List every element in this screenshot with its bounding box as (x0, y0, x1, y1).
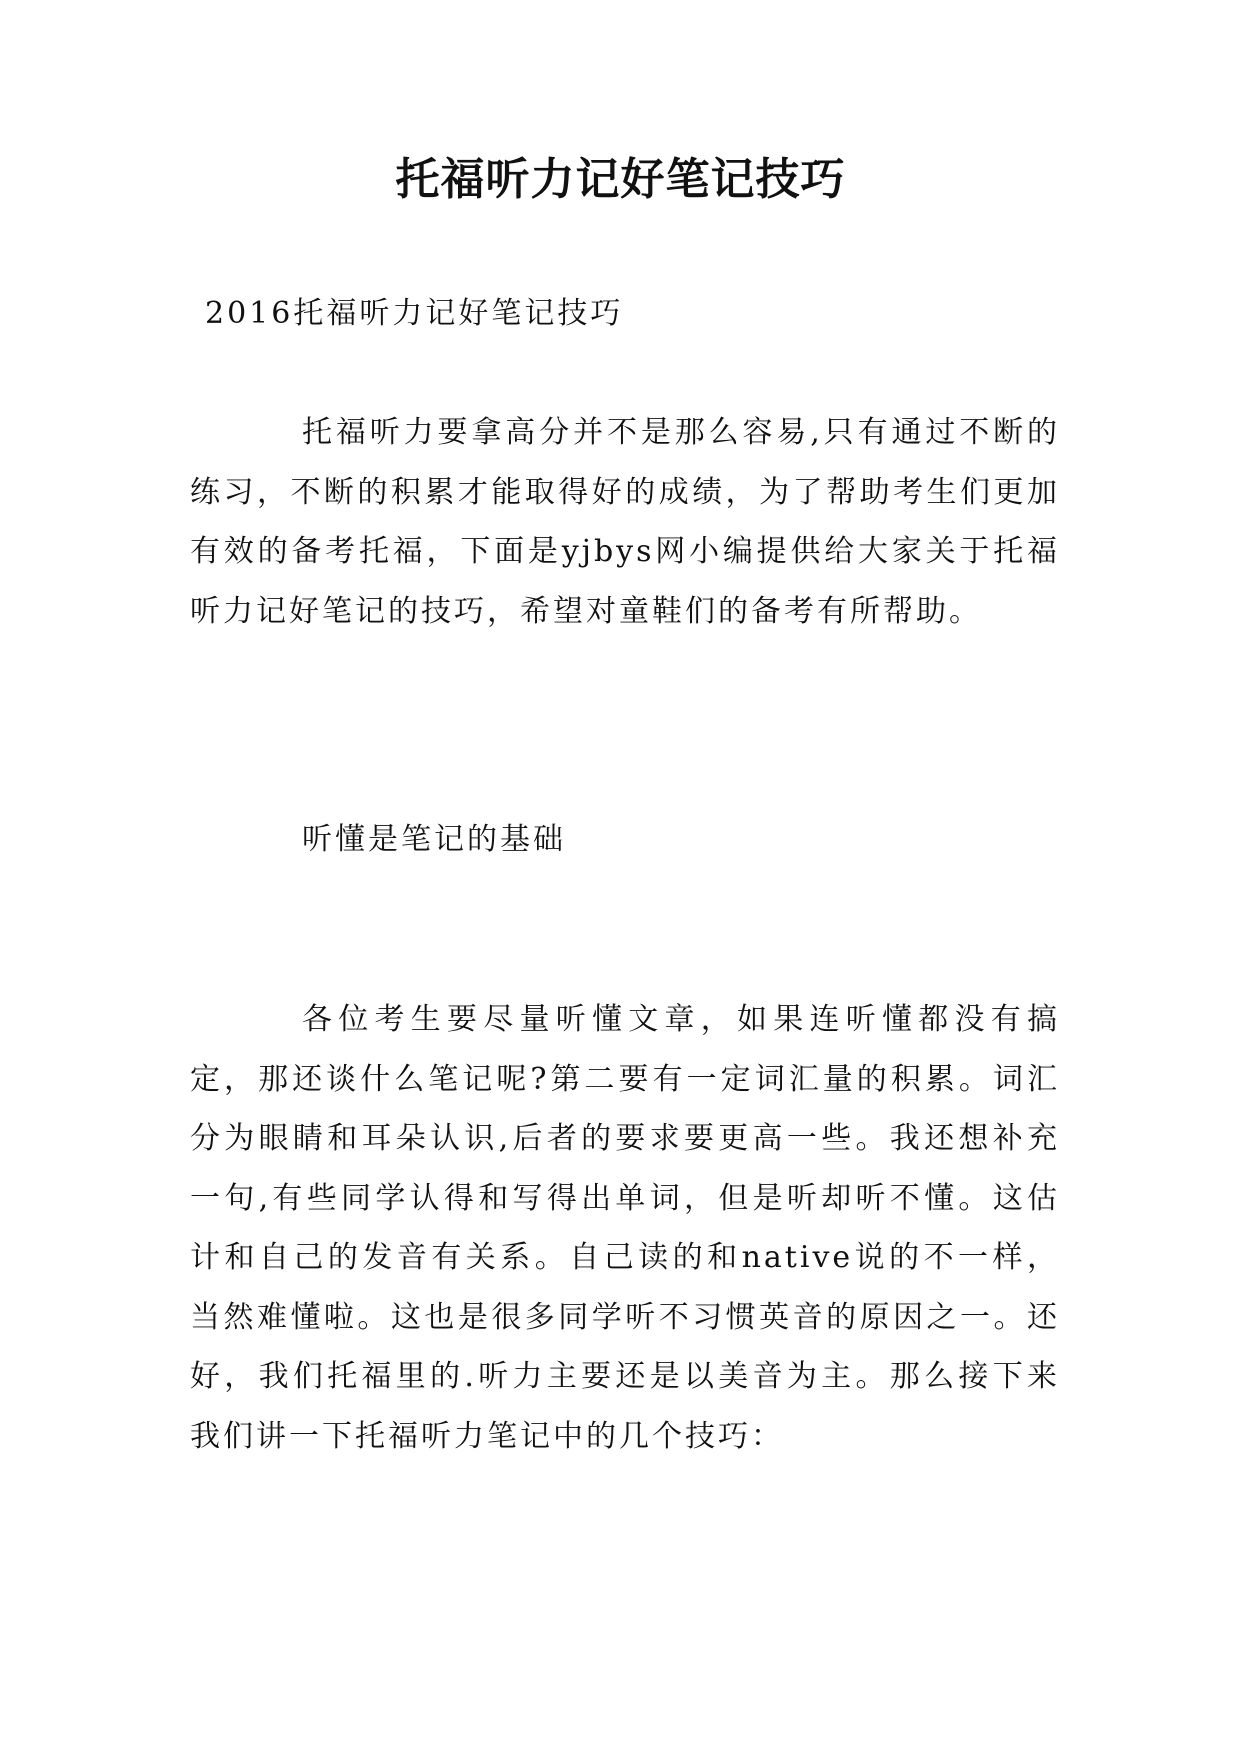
document-title: 托福听力记好笔记技巧 (395, 154, 846, 205)
section-heading: 听懂是笔记的基础 (302, 822, 566, 857)
section-paragraph: 各位考生要尽量听懂文章，如果连听懂都没有搞定，那还谈什么笔记呢?第二要有一定词汇量的积累。词汇分为眼睛和耳朵认识,后者的要求要更高一些。我还想补充一句,有些同学认得和写得出单词，但是听却听不懂。这估计和自己的发音有关系。自己读的和native说的不一样，当然难懂啦。这也是很多同学听不习惯英音的原因之一。还好，我们托福里的.听力主要还是以美音为主。那么接下来我们讲一下托福听力笔记中的几个技巧： (190, 1002, 1060, 1454)
document-subtitle: 2016托福听力记好笔记技巧 (205, 296, 624, 331)
intro-paragraph: 托福听力要拿高分并不是那么容易,只有通过不断的练习，不断的积累才能取得好的成绩，为了帮助考生们更加有效的备考托福，下面是yjbys网小编提供给大家关于托福听力记好笔记的技巧，希望对童鞋们的备考有所帮助。 (190, 415, 1060, 629)
